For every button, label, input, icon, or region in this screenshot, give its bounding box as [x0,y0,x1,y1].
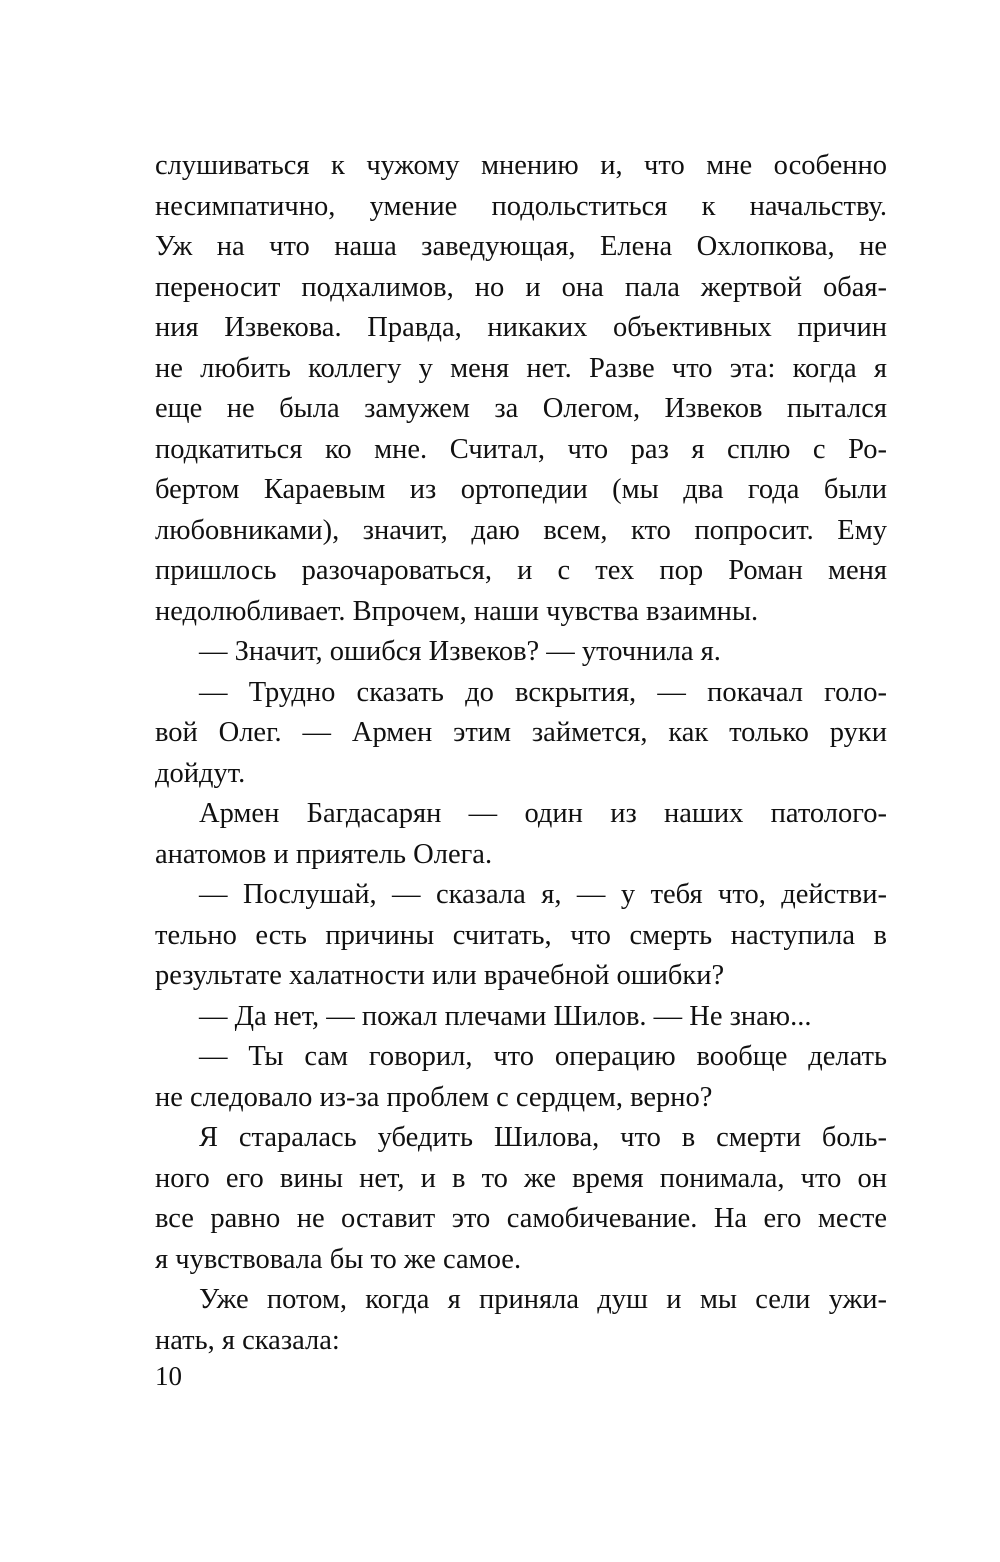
text-line: пришлось разочароваться, и с тех пор Роман меня [155,555,887,586]
text-line: Армен Багдасарян — один из наших патолого- [199,798,887,829]
text-line: любовниками), значит, даю всем, кто попросит. Ему [155,514,887,546]
text-line: ного его вины нет, и в то же время понимала, что он [155,1162,887,1194]
text-line: Уж на что наша заведующая, Елена Охлопкова, не [155,231,887,262]
text-line: переносит подхалимов, но и она пала жертвой обая- [155,271,887,303]
text-line: — Трудно сказать до вскрытия, — покачал голо- [199,676,887,708]
text-line: — Ты сам говорил, что операцию вообще делать [199,1041,887,1072]
text-line: я чувствовала бы то же самое. [155,1243,522,1275]
text-line: не следовало из-за проблем с сердцем, верно? [155,1081,713,1113]
text-line: вой Олег. — Армен этим займется, как только руки [155,717,887,748]
text-line: слушиваться к чужому мнению и, что мне особенно [155,150,887,181]
text-line: не любить коллегу у меня нет. Разве что эта: когда я [155,352,887,384]
text-line: подкатиться ко мне. Считал, что раз я сплю с Ро- [155,433,887,465]
text-line: Уже потом, когда я приняла душ и мы сели ужи- [199,1284,887,1315]
text-line: еще не была замужем за Олегом, Извеков пытался [155,393,887,424]
page-number: 10 [155,1361,182,1391]
text-line: бертом Караевым из ортопедии (мы два года были [155,474,887,505]
text-line: недолюбливает. Впрочем, наши чувства взаимны. [155,595,759,627]
text-line: результате халатности или врачебной ошибки? [155,960,725,991]
text-line: дойдут. [155,757,246,789]
page-text [155,146,887,1361]
text-line: ния Извекова. Правда, никаких объективных причин [155,312,887,343]
text-line: — Послушай, — сказала я, — у тебя что, действи- [199,879,887,910]
text-line: Я старалась убедить Шилова, что в смерти боль- [199,1122,887,1153]
text-line: — Значит, ошибся Извеков? — уточнила я. [199,636,721,667]
text-line: нать, я сказала: [155,1324,340,1356]
text-line: все равно не оставит это самобичевание. На его месте [155,1203,887,1234]
text-line: тельно есть причины считать, что смерть наступила в [155,919,887,951]
text-line: несимпатично, умение подольститься к начальству. [155,190,887,222]
text-line: — Да нет, — пожал плечами Шилов. — Не знаю... [199,1000,812,1032]
text-line: анатомов и приятель Олега. [155,838,493,870]
